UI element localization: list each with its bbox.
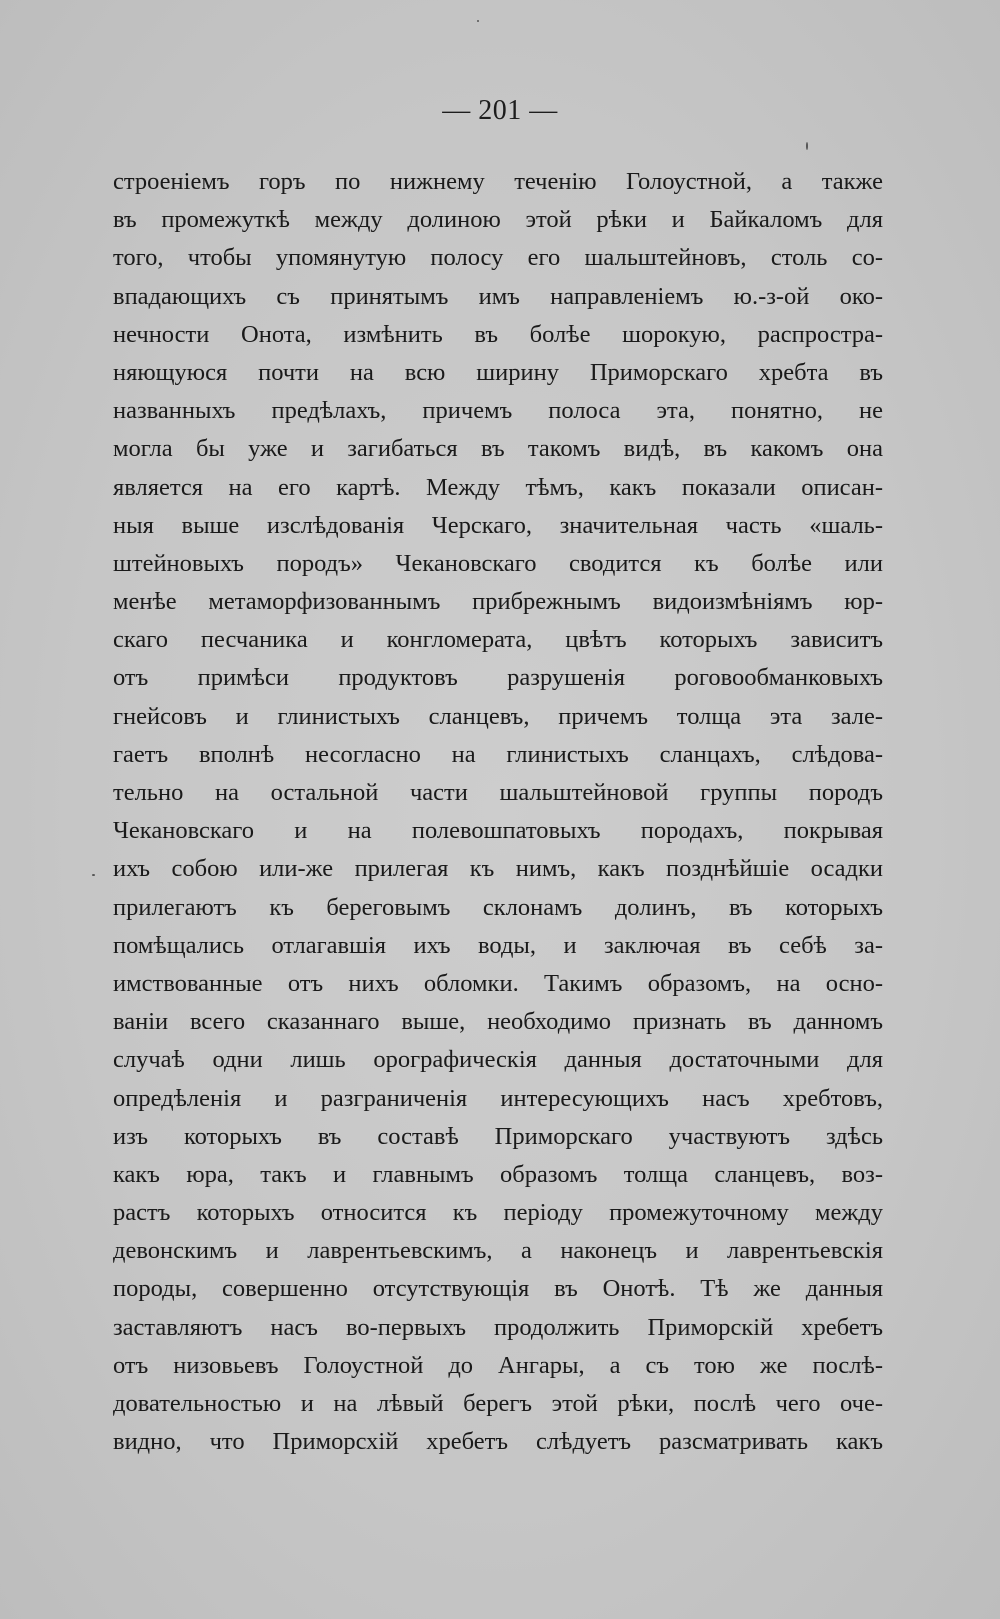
text-line: случаѣ одни лишь орографическія данныя достаточными для <box>113 1046 883 1074</box>
text-line: видно, что Приморсхій хребетъ слѣдуетъ разсматривать какъ <box>113 1428 883 1456</box>
body-text <box>113 163 883 1461</box>
text-line: довательностью и на лѣвый берегъ этой рѣки, послѣ чего оче- <box>113 1390 883 1417</box>
text-line: какъ юра, такъ и главнымъ образомъ толща сланцевъ, воз- <box>113 1160 883 1188</box>
scan-speck <box>477 20 479 22</box>
text-line: впадающихъ съ принятымъ имъ направленіемъ ю.-з-ой око- <box>113 282 883 310</box>
text-line: отъ примѣси продуктовъ разрушенія роговообманковыхъ <box>113 664 883 692</box>
text-line: ныя выше изслѣдованія Черскаго, значительная часть «шаль- <box>113 511 883 539</box>
text-line: менѣе метаморфизованнымъ прибрежнымъ видоизмѣніямъ юр- <box>113 588 883 616</box>
scan-speck <box>92 874 95 876</box>
text-line: растъ которыхъ относится къ періоду промежуточному между <box>113 1199 883 1227</box>
text-line: того, чтобы упомянутую полосу его шальштейновъ, столь со- <box>113 244 883 272</box>
text-line: штейновыхъ породъ» Чекановскаго сводится къ болѣе или <box>113 549 883 577</box>
text-line: девонскимъ и лаврентьевскимъ, а наконецъ и лаврентьевскія <box>113 1237 883 1265</box>
text-line: изъ которыхъ въ составѣ Приморскаго участвуютъ здѣсь <box>113 1122 883 1150</box>
text-line: ихъ собою или-же прилегая къ нимъ, какъ позднѣйшіе осадки <box>113 855 883 883</box>
text-line: строеніемъ горъ по нижнему теченію Голоустной, а также <box>113 168 883 195</box>
text-line: прилегаютъ къ береговымъ склонамъ долинъ, въ которыхъ <box>113 893 883 921</box>
text-line: няющуюся почти на всю ширину Приморскаго хребта въ <box>113 358 883 386</box>
text-line: гаетъ вполнѣ несогласно на глинистыхъ сланцахъ, слѣдова- <box>113 740 883 768</box>
text-line: нечности Онота, измѣнить въ болѣе шорокую, распростра- <box>113 320 883 348</box>
scan-speck <box>806 142 808 150</box>
text-line: опредѣленія и разграниченія интересующихъ насъ хребтовъ, <box>113 1084 883 1112</box>
text-line: породы, совершенно отсутствующія въ Онотѣ. Тѣ же данныя <box>113 1275 883 1303</box>
text-line: является на его картѣ. Между тѣмъ, какъ показали описан- <box>113 473 883 501</box>
text-line: ваніи всего сказаннаго выше, необходимо признать въ данномъ <box>113 1008 883 1036</box>
text-line: отъ низовьевъ Голоустной до Ангары, а съ тою же послѣ- <box>113 1351 883 1379</box>
text-line: гнейсовъ и глинистыхъ сланцевъ, причемъ толща эта зале- <box>113 702 883 730</box>
text-line: тельно на остальной части шальштейновой группы породъ <box>113 779 883 806</box>
text-line: скаго песчаника и конгломерата, цвѣтъ которыхъ зависитъ <box>113 626 883 654</box>
text-line: имствованные отъ нихъ обломки. Такимъ образомъ, на осно- <box>113 969 883 997</box>
text-line: заставляютъ насъ во-первыхъ продолжить Приморскій хребетъ <box>113 1313 883 1341</box>
text-line: помѣщались отлагавшія ихъ воды, и заключая въ себѣ за- <box>113 931 883 959</box>
text-line: Чекановскаго и на полевошпатовыхъ породахъ, покрывая <box>113 817 883 845</box>
text-line: названныхъ предѣлахъ, причемъ полоса эта, понятно, не <box>113 397 883 425</box>
text-line: могла бы уже и загибаться въ такомъ видѣ, въ какомъ она <box>113 435 883 463</box>
page-number: — 201 — <box>442 95 558 126</box>
text-line: въ промежуткѣ между долиною этой рѣки и Байкаломъ для <box>113 206 883 234</box>
